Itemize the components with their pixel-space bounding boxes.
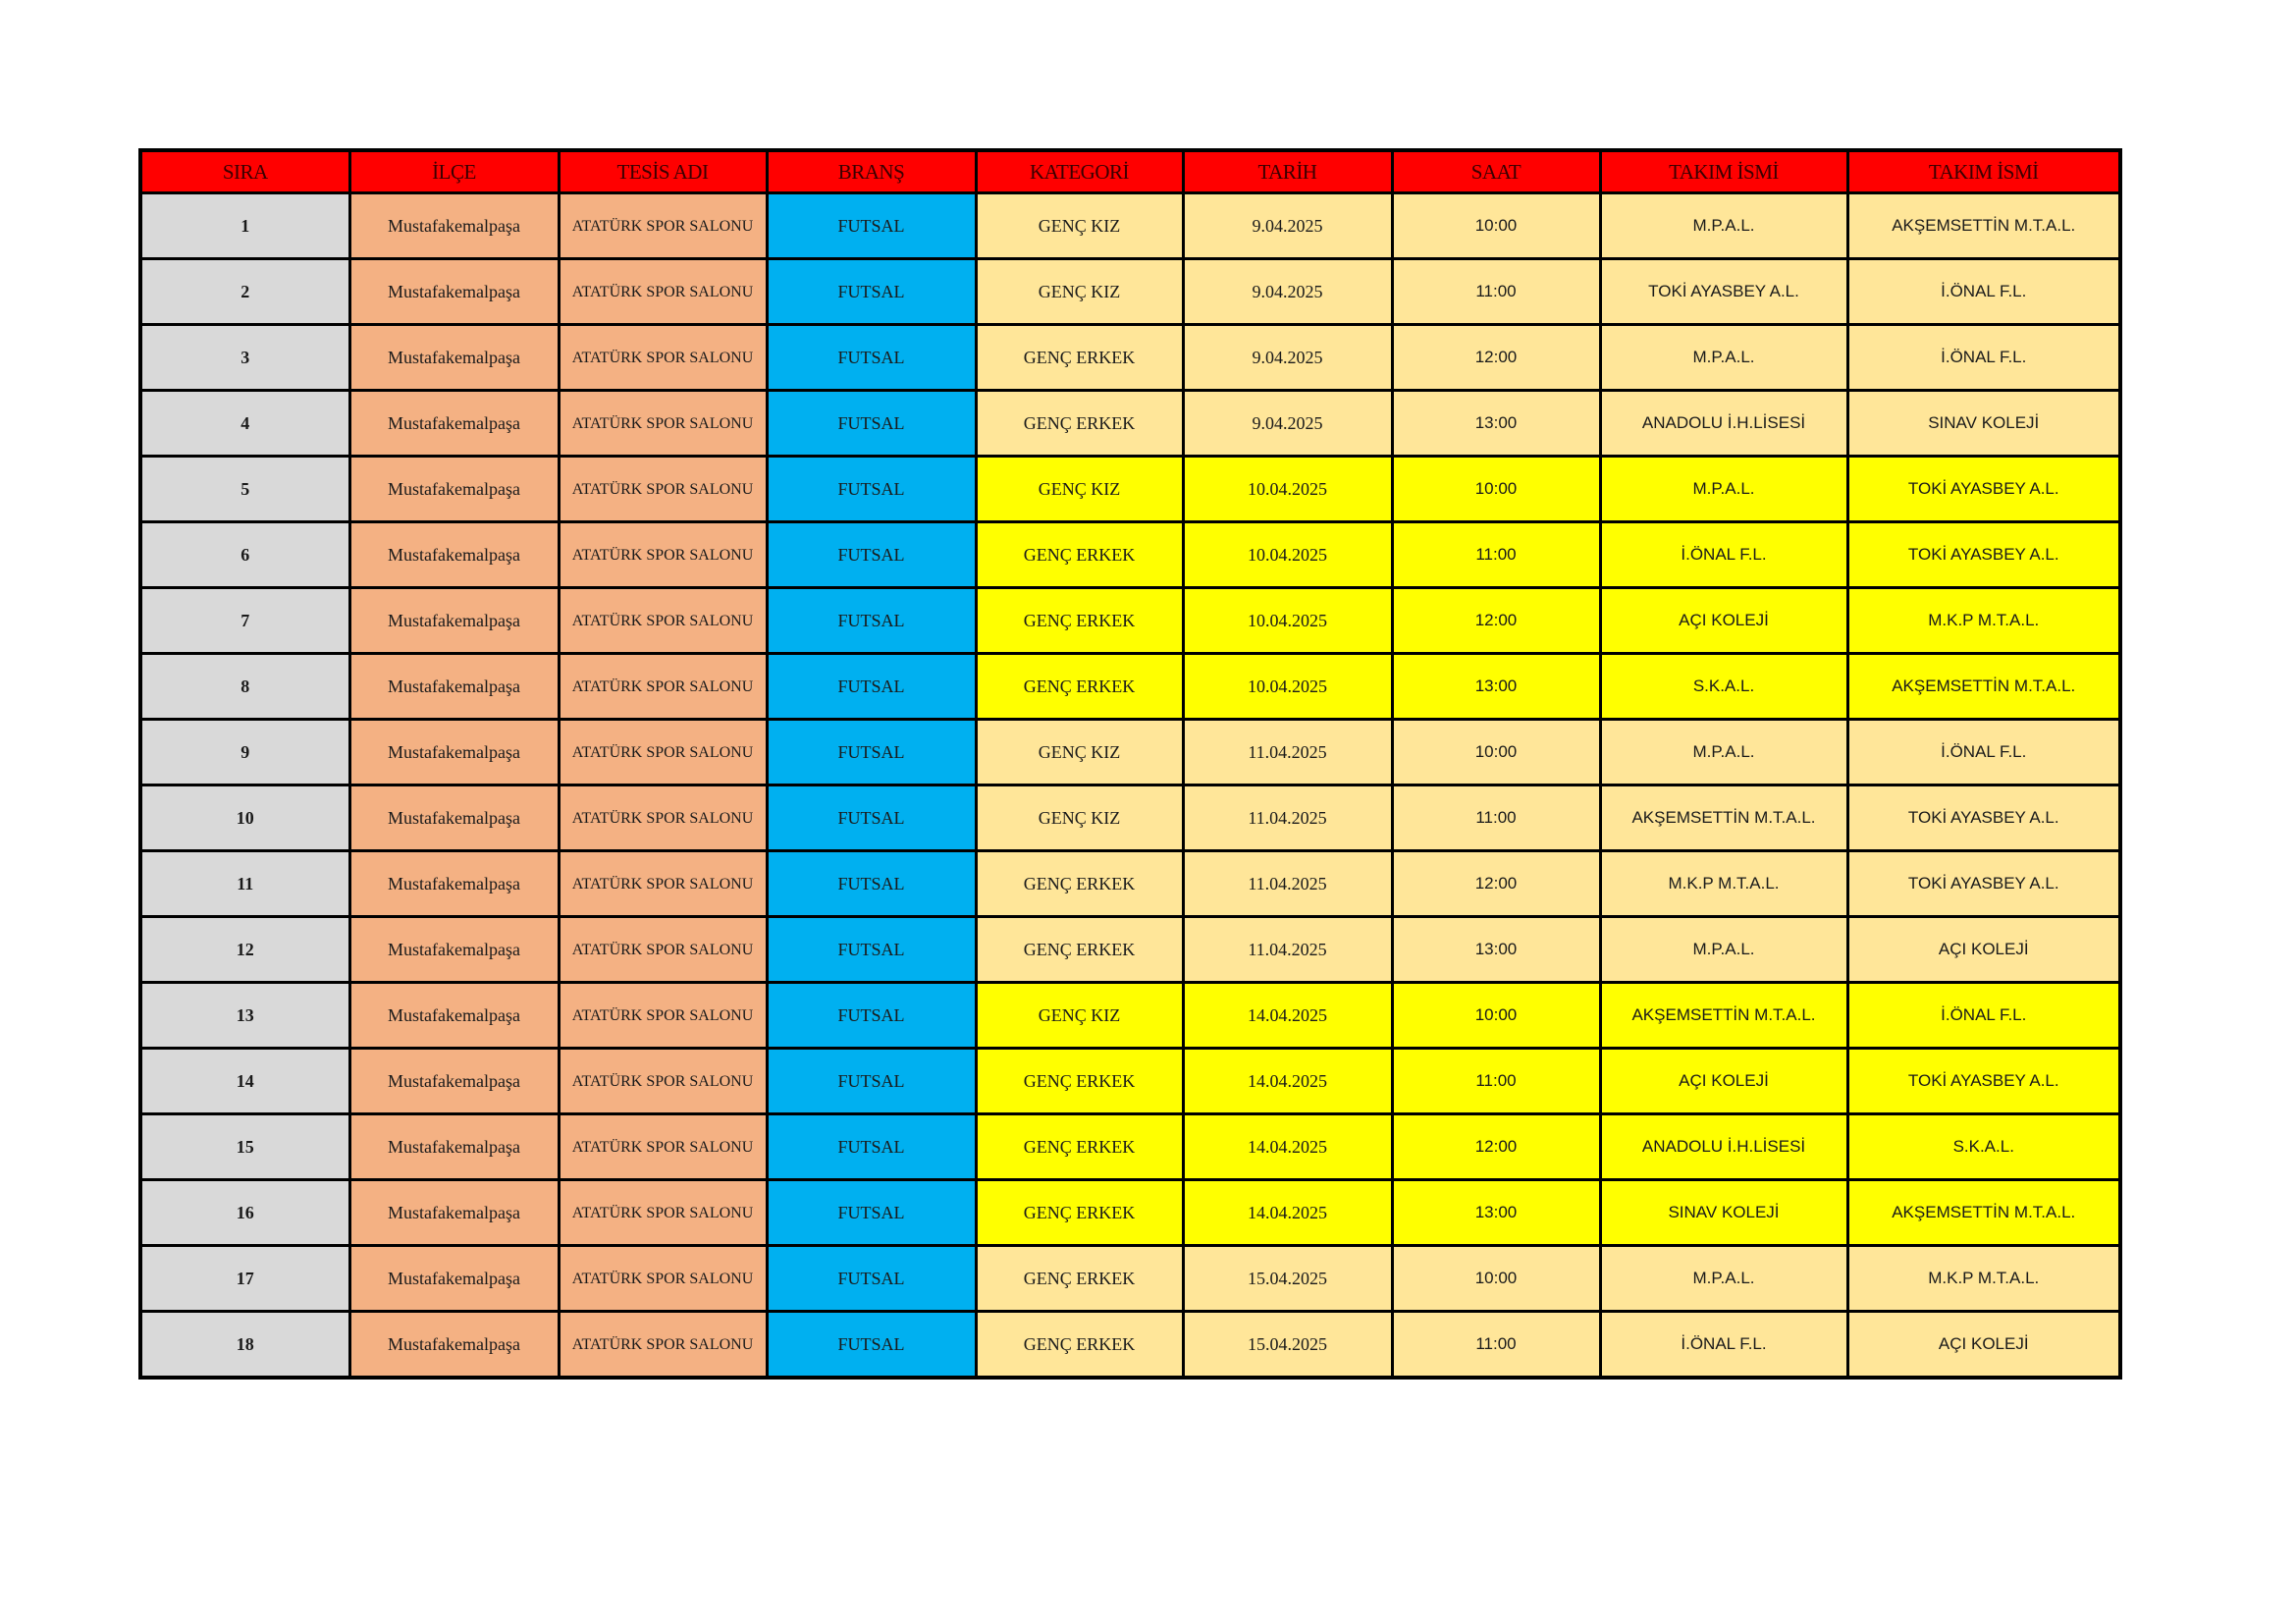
cell-brans: FUTSAL — [767, 1312, 976, 1379]
cell-saat: 11:00 — [1392, 1312, 1600, 1379]
cell-brans: FUTSAL — [767, 588, 976, 654]
cell-ilce: Mustafakemalpaşa — [349, 457, 559, 522]
cell-sira: 8 — [140, 654, 349, 720]
cell-takim2: TOKİ AYASBEY A.L. — [1847, 457, 2120, 522]
table-row — [140, 522, 2120, 588]
table-row — [140, 259, 2120, 325]
cell-brans: FUTSAL — [767, 1246, 976, 1312]
cell-tarih: 11.04.2025 — [1183, 851, 1392, 917]
cell-tarih: 10.04.2025 — [1183, 522, 1392, 588]
cell-takim1: M.K.P M.T.A.L. — [1600, 851, 1847, 917]
cell-takim1: SINAV KOLEJİ — [1600, 1180, 1847, 1246]
header-kategori: KATEGORİ — [976, 150, 1183, 193]
table-row — [140, 1049, 2120, 1114]
cell-takim2: AKŞEMSETTİN M.T.A.L. — [1847, 654, 2120, 720]
cell-tarih: 11.04.2025 — [1183, 720, 1392, 785]
cell-kategori: GENÇ ERKEK — [976, 1246, 1183, 1312]
cell-saat: 11:00 — [1392, 1049, 1600, 1114]
cell-takim1: M.P.A.L. — [1600, 917, 1847, 983]
cell-sira: 7 — [140, 588, 349, 654]
cell-brans: FUTSAL — [767, 259, 976, 325]
cell-sira: 15 — [140, 1114, 349, 1180]
header-ilce: İLÇE — [349, 150, 559, 193]
cell-sira: 6 — [140, 522, 349, 588]
cell-kategori: GENÇ KIZ — [976, 457, 1183, 522]
cell-tarih: 9.04.2025 — [1183, 391, 1392, 457]
cell-takim2: M.K.P M.T.A.L. — [1847, 588, 2120, 654]
cell-saat: 10:00 — [1392, 1246, 1600, 1312]
cell-saat: 11:00 — [1392, 785, 1600, 851]
cell-tarih: 10.04.2025 — [1183, 457, 1392, 522]
cell-sira: 13 — [140, 983, 349, 1049]
cell-sira: 12 — [140, 917, 349, 983]
cell-kategori: GENÇ KIZ — [976, 259, 1183, 325]
table-row — [140, 1246, 2120, 1312]
cell-brans: FUTSAL — [767, 917, 976, 983]
cell-brans: FUTSAL — [767, 457, 976, 522]
cell-kategori: GENÇ KIZ — [976, 785, 1183, 851]
table-row — [140, 391, 2120, 457]
cell-brans: FUTSAL — [767, 851, 976, 917]
header-saat: SAAT — [1392, 150, 1600, 193]
cell-tesis: ATATÜRK SPOR SALONU — [559, 522, 767, 588]
cell-takim1: AKŞEMSETTİN M.T.A.L. — [1600, 785, 1847, 851]
cell-brans: FUTSAL — [767, 983, 976, 1049]
cell-tesis: ATATÜRK SPOR SALONU — [559, 654, 767, 720]
cell-tesis: ATATÜRK SPOR SALONU — [559, 785, 767, 851]
cell-ilce: Mustafakemalpaşa — [349, 522, 559, 588]
cell-takim2: AKŞEMSETTİN M.T.A.L. — [1847, 193, 2120, 259]
cell-kategori: GENÇ ERKEK — [976, 851, 1183, 917]
cell-saat: 10:00 — [1392, 983, 1600, 1049]
cell-takim1: M.P.A.L. — [1600, 1246, 1847, 1312]
cell-tesis: ATATÜRK SPOR SALONU — [559, 193, 767, 259]
cell-takim1: İ.ÖNAL F.L. — [1600, 522, 1847, 588]
cell-saat: 13:00 — [1392, 1180, 1600, 1246]
table-row — [140, 851, 2120, 917]
table-row — [140, 588, 2120, 654]
cell-tarih: 14.04.2025 — [1183, 1049, 1392, 1114]
cell-tarih: 9.04.2025 — [1183, 259, 1392, 325]
cell-sira: 2 — [140, 259, 349, 325]
cell-sira: 14 — [140, 1049, 349, 1114]
header-brans: BRANŞ — [767, 150, 976, 193]
cell-saat: 11:00 — [1392, 522, 1600, 588]
cell-ilce: Mustafakemalpaşa — [349, 917, 559, 983]
cell-tarih: 11.04.2025 — [1183, 785, 1392, 851]
table-row — [140, 1180, 2120, 1246]
cell-ilce: Mustafakemalpaşa — [349, 720, 559, 785]
table-row — [140, 193, 2120, 259]
cell-brans: FUTSAL — [767, 785, 976, 851]
match-schedule-table — [138, 148, 2122, 1380]
cell-tarih: 11.04.2025 — [1183, 917, 1392, 983]
cell-kategori: GENÇ ERKEK — [976, 1180, 1183, 1246]
cell-takim1: S.K.A.L. — [1600, 654, 1847, 720]
cell-tesis: ATATÜRK SPOR SALONU — [559, 1312, 767, 1379]
cell-brans: FUTSAL — [767, 1180, 976, 1246]
cell-sira: 10 — [140, 785, 349, 851]
cell-ilce: Mustafakemalpaşa — [349, 588, 559, 654]
cell-takim2: SINAV KOLEJİ — [1847, 391, 2120, 457]
cell-sira: 16 — [140, 1180, 349, 1246]
cell-kategori: GENÇ KIZ — [976, 720, 1183, 785]
cell-saat: 11:00 — [1392, 259, 1600, 325]
cell-takim2: İ.ÖNAL F.L. — [1847, 325, 2120, 391]
cell-saat: 10:00 — [1392, 720, 1600, 785]
cell-ilce: Mustafakemalpaşa — [349, 325, 559, 391]
cell-tesis: ATATÜRK SPOR SALONU — [559, 917, 767, 983]
cell-tarih: 10.04.2025 — [1183, 588, 1392, 654]
table-row — [140, 1114, 2120, 1180]
cell-sira: 5 — [140, 457, 349, 522]
cell-sira: 18 — [140, 1312, 349, 1379]
cell-takim2: TOKİ AYASBEY A.L. — [1847, 785, 2120, 851]
table-row — [140, 1312, 2120, 1379]
table-row — [140, 983, 2120, 1049]
cell-brans: FUTSAL — [767, 1049, 976, 1114]
cell-tarih: 9.04.2025 — [1183, 193, 1392, 259]
cell-takim2: TOKİ AYASBEY A.L. — [1847, 851, 2120, 917]
cell-kategori: GENÇ ERKEK — [976, 1114, 1183, 1180]
cell-tesis: ATATÜRK SPOR SALONU — [559, 259, 767, 325]
cell-tesis: ATATÜRK SPOR SALONU — [559, 391, 767, 457]
cell-saat: 10:00 — [1392, 193, 1600, 259]
cell-sira: 1 — [140, 193, 349, 259]
cell-takim2: İ.ÖNAL F.L. — [1847, 720, 2120, 785]
table-row — [140, 917, 2120, 983]
table-row — [140, 325, 2120, 391]
cell-tesis: ATATÜRK SPOR SALONU — [559, 720, 767, 785]
cell-takim1: AÇI KOLEJİ — [1600, 1049, 1847, 1114]
cell-ilce: Mustafakemalpaşa — [349, 391, 559, 457]
cell-sira: 4 — [140, 391, 349, 457]
header-takim-2: TAKIM İSMİ — [1847, 150, 2120, 193]
cell-saat: 13:00 — [1392, 917, 1600, 983]
cell-tesis: ATATÜRK SPOR SALONU — [559, 851, 767, 917]
cell-tarih: 14.04.2025 — [1183, 983, 1392, 1049]
cell-ilce: Mustafakemalpaşa — [349, 1246, 559, 1312]
cell-tarih: 15.04.2025 — [1183, 1246, 1392, 1312]
table-row — [140, 654, 2120, 720]
cell-kategori: GENÇ ERKEK — [976, 654, 1183, 720]
cell-kategori: GENÇ ERKEK — [976, 391, 1183, 457]
cell-tesis: ATATÜRK SPOR SALONU — [559, 1180, 767, 1246]
cell-takim2: AÇI KOLEJİ — [1847, 917, 2120, 983]
cell-ilce: Mustafakemalpaşa — [349, 1312, 559, 1379]
cell-takim1: ANADOLU İ.H.LİSESİ — [1600, 391, 1847, 457]
cell-takim1: M.P.A.L. — [1600, 720, 1847, 785]
cell-takim1: AKŞEMSETTİN M.T.A.L. — [1600, 983, 1847, 1049]
cell-saat: 12:00 — [1392, 851, 1600, 917]
table-row — [140, 457, 2120, 522]
cell-saat: 10:00 — [1392, 457, 1600, 522]
cell-kategori: GENÇ ERKEK — [976, 1312, 1183, 1379]
cell-takim2: TOKİ AYASBEY A.L. — [1847, 522, 2120, 588]
cell-takim2: AKŞEMSETTİN M.T.A.L. — [1847, 1180, 2120, 1246]
cell-ilce: Mustafakemalpaşa — [349, 193, 559, 259]
cell-tesis: ATATÜRK SPOR SALONU — [559, 1049, 767, 1114]
cell-kategori: GENÇ ERKEK — [976, 588, 1183, 654]
cell-takim1: İ.ÖNAL F.L. — [1600, 1312, 1847, 1379]
cell-tesis: ATATÜRK SPOR SALONU — [559, 325, 767, 391]
cell-brans: FUTSAL — [767, 325, 976, 391]
cell-sira: 11 — [140, 851, 349, 917]
cell-tesis: ATATÜRK SPOR SALONU — [559, 588, 767, 654]
cell-takim2: M.K.P M.T.A.L. — [1847, 1246, 2120, 1312]
cell-ilce: Mustafakemalpaşa — [349, 851, 559, 917]
cell-brans: FUTSAL — [767, 654, 976, 720]
cell-sira: 17 — [140, 1246, 349, 1312]
cell-kategori: GENÇ KIZ — [976, 983, 1183, 1049]
cell-brans: FUTSAL — [767, 720, 976, 785]
cell-saat: 12:00 — [1392, 325, 1600, 391]
table-row — [140, 785, 2120, 851]
cell-takim2: TOKİ AYASBEY A.L. — [1847, 1049, 2120, 1114]
cell-tesis: ATATÜRK SPOR SALONU — [559, 1114, 767, 1180]
cell-tesis: ATATÜRK SPOR SALONU — [559, 457, 767, 522]
cell-ilce: Mustafakemalpaşa — [349, 654, 559, 720]
header-tesis: TESİS ADI — [559, 150, 767, 193]
cell-takim2: AÇI KOLEJİ — [1847, 1312, 2120, 1379]
cell-kategori: GENÇ ERKEK — [976, 917, 1183, 983]
header-tarih: TARİH — [1183, 150, 1392, 193]
cell-saat: 13:00 — [1392, 391, 1600, 457]
header-row — [140, 150, 2120, 193]
cell-takim1: AÇI KOLEJİ — [1600, 588, 1847, 654]
cell-takim1: M.P.A.L. — [1600, 325, 1847, 391]
cell-kategori: GENÇ ERKEK — [976, 522, 1183, 588]
cell-takim1: M.P.A.L. — [1600, 193, 1847, 259]
header-sira: SIRA — [140, 150, 349, 193]
cell-saat: 12:00 — [1392, 1114, 1600, 1180]
cell-brans: FUTSAL — [767, 1114, 976, 1180]
cell-ilce: Mustafakemalpaşa — [349, 1049, 559, 1114]
cell-kategori: GENÇ ERKEK — [976, 325, 1183, 391]
cell-tarih: 9.04.2025 — [1183, 325, 1392, 391]
cell-saat: 13:00 — [1392, 654, 1600, 720]
cell-tarih: 15.04.2025 — [1183, 1312, 1392, 1379]
cell-ilce: Mustafakemalpaşa — [349, 983, 559, 1049]
cell-takim1: M.P.A.L. — [1600, 457, 1847, 522]
cell-takim2: İ.ÖNAL F.L. — [1847, 259, 2120, 325]
cell-brans: FUTSAL — [767, 522, 976, 588]
cell-takim1: TOKİ AYASBEY A.L. — [1600, 259, 1847, 325]
cell-ilce: Mustafakemalpaşa — [349, 785, 559, 851]
cell-ilce: Mustafakemalpaşa — [349, 1114, 559, 1180]
cell-kategori: GENÇ KIZ — [976, 193, 1183, 259]
cell-ilce: Mustafakemalpaşa — [349, 259, 559, 325]
cell-ilce: Mustafakemalpaşa — [349, 1180, 559, 1246]
cell-tarih: 14.04.2025 — [1183, 1180, 1392, 1246]
cell-takim2: İ.ÖNAL F.L. — [1847, 983, 2120, 1049]
cell-tesis: ATATÜRK SPOR SALONU — [559, 1246, 767, 1312]
cell-tarih: 14.04.2025 — [1183, 1114, 1392, 1180]
cell-tarih: 10.04.2025 — [1183, 654, 1392, 720]
cell-saat: 12:00 — [1392, 588, 1600, 654]
cell-tesis: ATATÜRK SPOR SALONU — [559, 983, 767, 1049]
cell-brans: FUTSAL — [767, 193, 976, 259]
cell-sira: 9 — [140, 720, 349, 785]
cell-kategori: GENÇ ERKEK — [976, 1049, 1183, 1114]
cell-brans: FUTSAL — [767, 391, 976, 457]
cell-takim2: S.K.A.L. — [1847, 1114, 2120, 1180]
table-row — [140, 720, 2120, 785]
cell-sira: 3 — [140, 325, 349, 391]
header-takim-1: TAKIM İSMİ — [1600, 150, 1847, 193]
cell-takim1: ANADOLU İ.H.LİSESİ — [1600, 1114, 1847, 1180]
